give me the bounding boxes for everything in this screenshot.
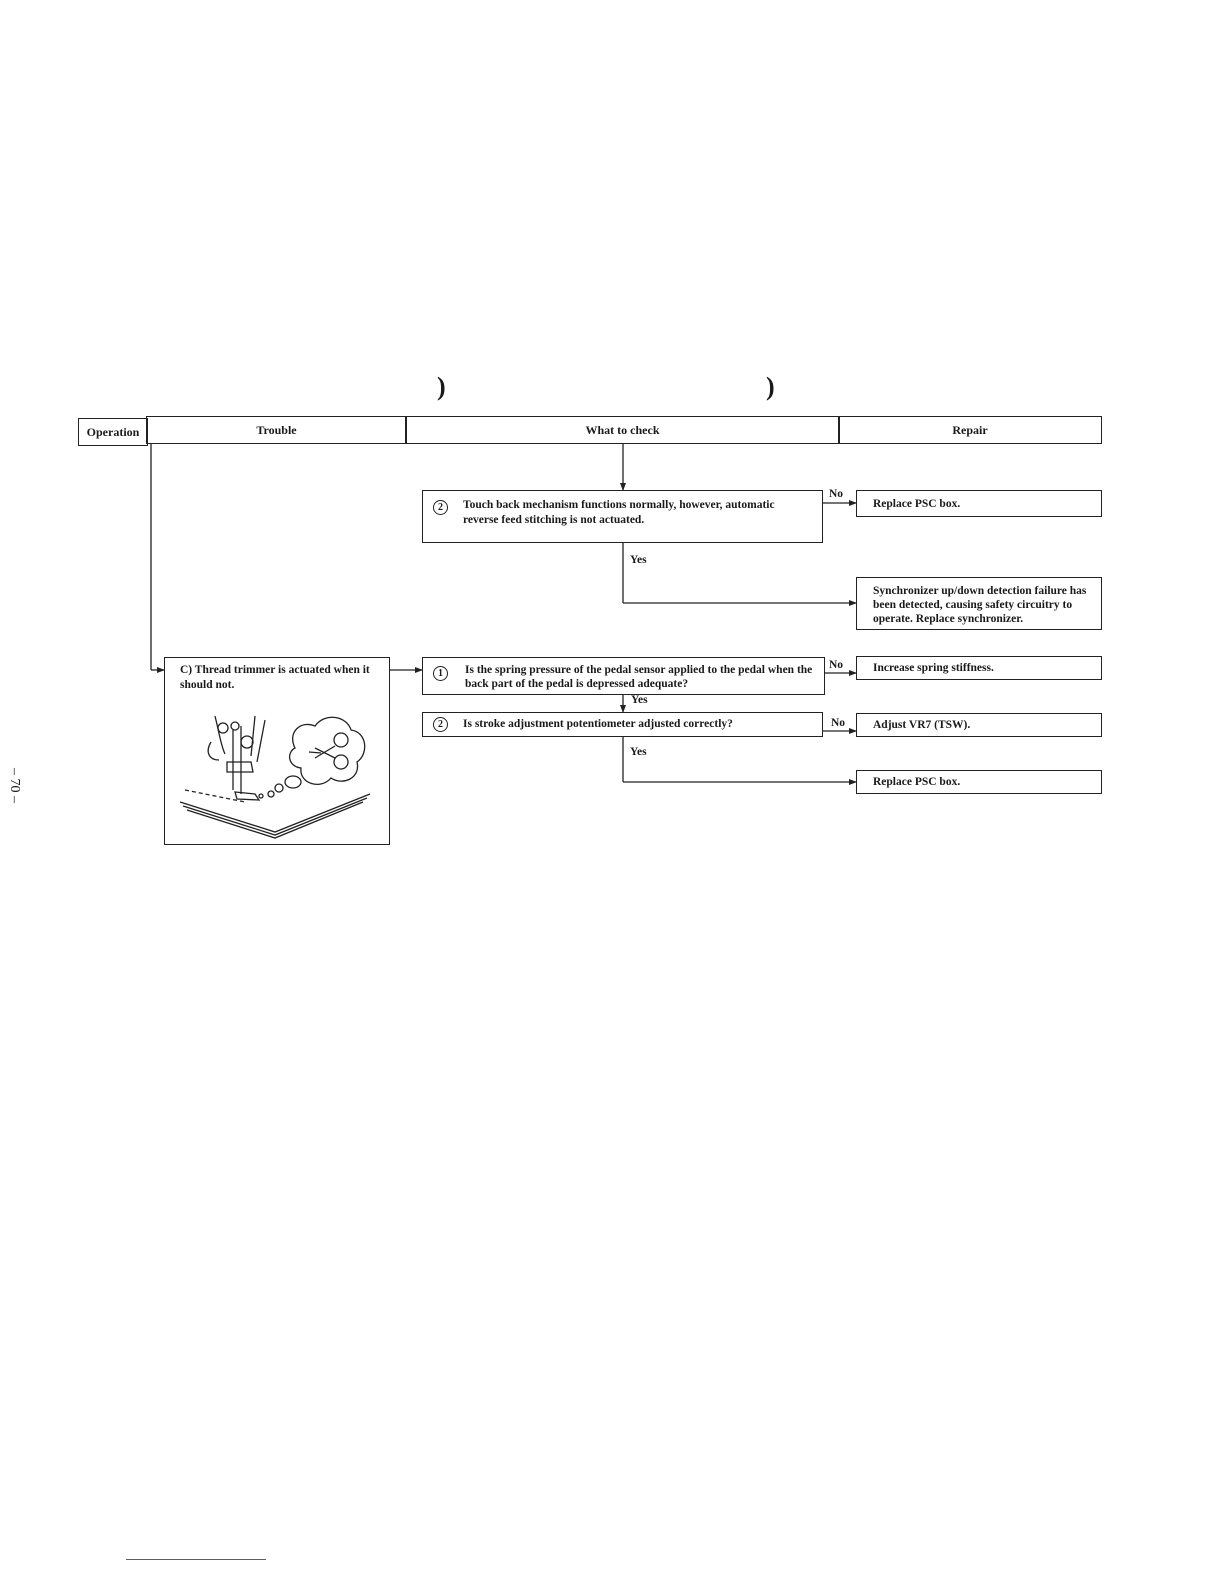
repair-text: Replace PSC box. bbox=[873, 776, 961, 788]
check-box-touch-back bbox=[422, 490, 823, 543]
header-what-to-check: What to check bbox=[405, 416, 840, 444]
step-number-circle: 2 bbox=[433, 717, 448, 732]
paren-mark-left: ) bbox=[437, 372, 446, 401]
trouble-box-thread-trimmer bbox=[164, 657, 390, 845]
header-operation: Operation bbox=[78, 418, 148, 446]
footnote-rule bbox=[126, 1559, 266, 1560]
repair-box-replace-psc-2 bbox=[856, 770, 1102, 794]
header-repair: Repair bbox=[838, 416, 1102, 444]
no-label: No bbox=[829, 488, 844, 500]
check-text: Is stroke adjustment potentiometer adjusted correctly? bbox=[463, 718, 733, 730]
header-trouble: Trouble bbox=[146, 416, 407, 444]
repair-box-replace-psc bbox=[856, 490, 1102, 517]
repair-text: Adjust VR7 (TSW). bbox=[873, 719, 971, 731]
check-text: Touch back mechanism functions normally, however, automatic reverse feed stitching is not actuated. bbox=[463, 499, 775, 526]
repair-box-synchronizer bbox=[856, 577, 1102, 630]
yes-label: Yes bbox=[631, 694, 648, 706]
repair-text: Replace PSC box. bbox=[873, 498, 961, 510]
repair-box-adjust-vr7 bbox=[856, 713, 1102, 737]
yes-label: Yes bbox=[630, 554, 647, 566]
check-text: Is the spring pressure of the pedal sensor applied to the pedal when the back part of the pedal is depressed adequate? bbox=[465, 664, 813, 690]
yes-label: Yes bbox=[630, 746, 647, 758]
repair-text: Synchronizer up/down detection failure has been detected, causing safety circuitry to operate. Replace synchronizer. bbox=[873, 585, 1087, 625]
trouble-text: C) Thread trimmer is actuated when it should not. bbox=[180, 664, 370, 691]
no-label: No bbox=[831, 717, 846, 729]
check-box-stroke-adjustment bbox=[422, 712, 823, 737]
page-number: – 70 – bbox=[7, 768, 22, 803]
step-number-circle: 1 bbox=[433, 666, 448, 681]
no-label: No bbox=[829, 659, 844, 671]
step-number-circle: 2 bbox=[433, 500, 448, 515]
check-box-spring-pressure bbox=[422, 657, 825, 695]
paren-mark-right: ) bbox=[766, 372, 775, 401]
repair-box-spring-stiffness bbox=[856, 656, 1102, 680]
sewing-machine-illustration-icon bbox=[175, 702, 380, 840]
repair-text: Increase spring stiffness. bbox=[873, 662, 994, 674]
